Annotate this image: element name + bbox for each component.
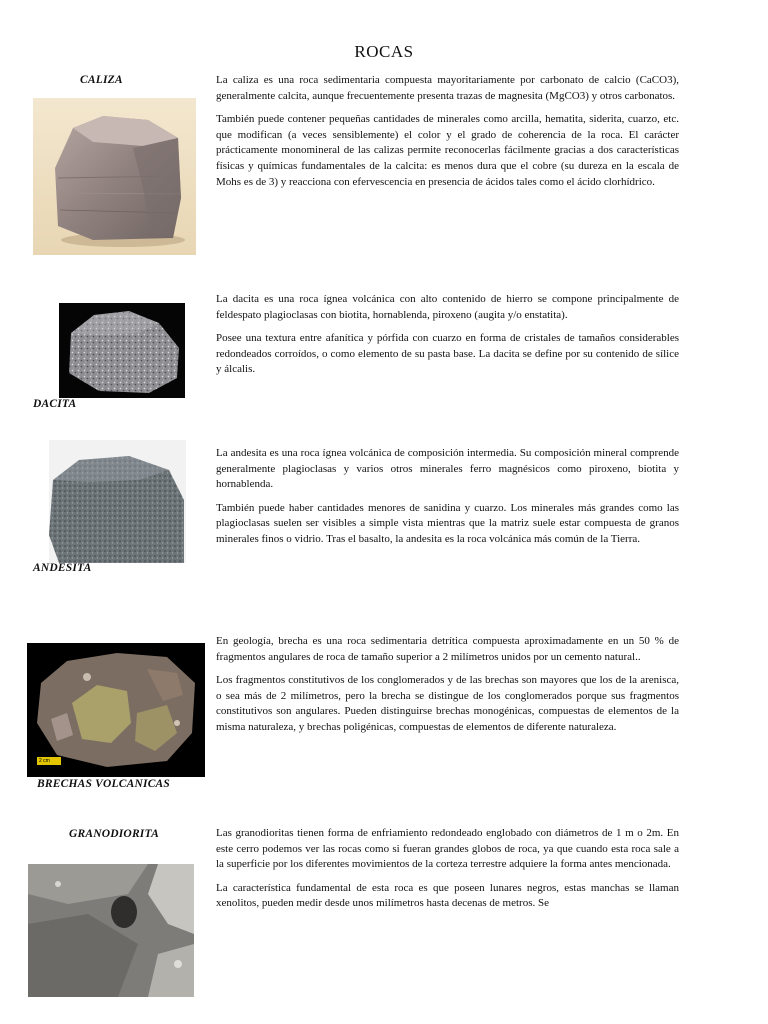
text-granodiorita	[216, 826, 679, 920]
granodiorita-photo	[28, 864, 194, 997]
label-andesita: ANDESITA	[33, 562, 92, 574]
brecha-photo	[27, 643, 205, 777]
text-dacita	[216, 292, 679, 386]
paragraph: La andesita es una roca ígnea volcánica de composición intermedia. Su composición mineral comprende generalmente plagioclasas y varios otros minerales ferro magnésicos como piroxeno, biotita y hornablenda.	[216, 447, 679, 491]
paragraph: La característica fundamental de esta roca es que poseen lunares negros, estas manchas se llaman xenolitos, pueden medir desde unos milímetros hasta decenas de metros. Se	[216, 881, 679, 910]
paragraph: También puede haber cantidades menores de sanidina y cuarzo. Los minerales más grandes como las plagioclasas suelen ser visibles a simple vista mientras que la matriz suele estar compuesta de granos minerales finos o vidrio. Tras el basalto, la andesita es la roca volcánica más común de la Tierra.	[216, 501, 679, 545]
paragraph: En geología, brecha es una roca sedimentaria detrítica compuesta aproximadamente en un 50 % de fragmentos angulares de roca de tamaño superior a 2 milímetros unidos por un cemento natural..	[216, 635, 679, 663]
label-granodiorita: GRANODIORITA	[69, 828, 159, 840]
paragraph: La caliza es una roca sedimentaria compuesta mayoritariamente por carbonato de calcio (CaCO3), generalmente calcita, aunque frecuentemente presenta trazas de magnesita (MgCO3) y otros carbonatos.	[216, 74, 679, 102]
text-caliza	[216, 73, 679, 198]
scale-label: 2 cm	[39, 758, 50, 764]
label-brechas: BRECHAS VOLCANICAS	[37, 778, 171, 790]
text-andesita	[216, 446, 679, 556]
label-dacita: DACITA	[33, 398, 77, 410]
paragraph: La dacita es una roca ígnea volcánica con alto contenido de hierro se compone principalmente de feldespato plagioclasas con biotita, hornablenda, piroxeno (augita y/o enstatita).	[216, 293, 679, 321]
andesita-photo	[49, 440, 186, 563]
caliza-photo	[33, 98, 196, 255]
paragraph: También puede contener pequeñas cantidades de minerales como arcilla, hematita, siderita, cuarzo, etc. que modifican (a veces sensiblemente) el color y el grado de coherencia de la roca. El carácter prácticamente monomineral de las calizas permite reconocerlas fácilmente gracias a dos características físicas y químicas fundamentales de la calcita: es menos dura que el cobre (su dureza en la escala de Mohs es de 3) y reacciona con efervescencia en presencia de ácidos tales como el ácido clorhídrico.	[216, 113, 679, 188]
paragraph: Los fragmentos constitutivos de los conglomerados y de las brechas son mayores que los de la arenisca, o sea más de 2 milímetros, pero la brecha se distingue de los conglomerados porque sus fragmentos constitutivos son angulares. Pueden distinguirse brechas monogénicas, compuestas de elementos de la misma naturaleza, y brechas poligénicas, compuestas de elementos de diferente naturaleza.	[216, 674, 679, 733]
text-brechas	[216, 634, 679, 744]
paragraph: Las granodioritas tienen forma de enfriamiento redondeado englobado con diámetros de 1 m o 2m. En este cerro podemos ver las rocas como si fueran grandes globos de roca, ya que cuando esta roca sale a la superficie por los diferentes movimientos de la corteza terrestre adquiere la forma antes mencionada.	[216, 827, 679, 871]
page-title: ROCAS	[354, 42, 414, 61]
dacita-photo	[59, 303, 185, 398]
label-caliza: CALIZA	[80, 74, 123, 86]
paragraph: Posee una textura entre afanítica y pórfida con cuarzo en forma de cristales de tamaños considerables redondeados corroídos, o como elemento de su pasta base. La dacita se define por su contenido de sílice y álcalis.	[216, 332, 679, 376]
